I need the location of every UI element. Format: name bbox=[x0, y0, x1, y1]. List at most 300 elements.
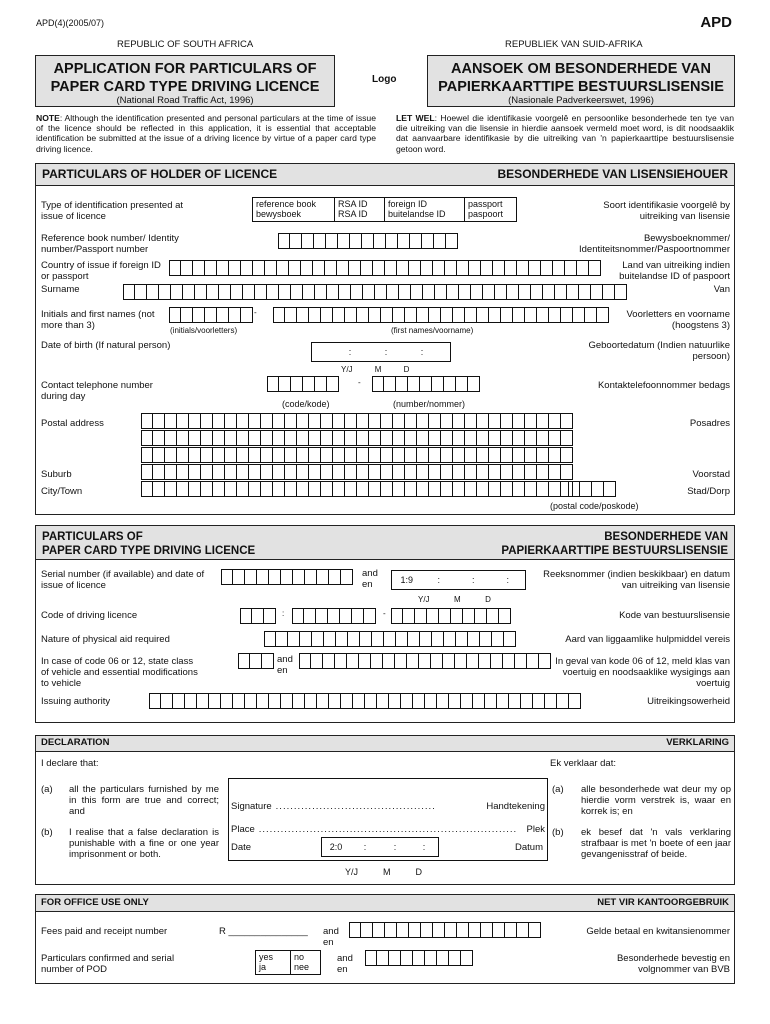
input-cell[interactable] bbox=[341, 569, 353, 585]
input-cell[interactable] bbox=[336, 631, 348, 647]
input-cell[interactable] bbox=[159, 284, 171, 300]
input-cell[interactable] bbox=[262, 653, 274, 669]
input-cell[interactable] bbox=[579, 284, 591, 300]
input-cell[interactable] bbox=[345, 430, 357, 446]
input-cell[interactable] bbox=[397, 922, 409, 938]
input-cell[interactable] bbox=[386, 233, 398, 249]
input-cell[interactable] bbox=[439, 608, 451, 624]
input-cell[interactable] bbox=[171, 284, 183, 300]
input-cell[interactable] bbox=[429, 307, 441, 323]
input-cell[interactable] bbox=[221, 569, 233, 585]
input-cell[interactable] bbox=[135, 284, 147, 300]
place-line[interactable]: Place ....................................................................... Plek bbox=[231, 824, 545, 835]
input-cell[interactable] bbox=[153, 413, 165, 429]
input-cell[interactable] bbox=[321, 307, 333, 323]
input-cell[interactable] bbox=[326, 233, 338, 249]
input-cell[interactable] bbox=[549, 464, 561, 480]
input-cell[interactable] bbox=[385, 260, 397, 276]
input-cell[interactable] bbox=[333, 447, 345, 463]
input-cell[interactable] bbox=[309, 307, 321, 323]
input-cell[interactable] bbox=[441, 447, 453, 463]
input-cell[interactable] bbox=[372, 631, 384, 647]
input-cell[interactable] bbox=[293, 569, 305, 585]
input-cell[interactable] bbox=[141, 464, 153, 480]
input-cell[interactable] bbox=[453, 481, 465, 497]
input-cell[interactable] bbox=[443, 653, 455, 669]
input-cell[interactable] bbox=[373, 922, 385, 938]
input-cell[interactable] bbox=[369, 430, 381, 446]
input-cell[interactable] bbox=[351, 284, 363, 300]
input-cell[interactable] bbox=[237, 447, 249, 463]
aid-cells[interactable] bbox=[264, 631, 516, 647]
input-cell[interactable] bbox=[321, 413, 333, 429]
input-cell[interactable] bbox=[493, 922, 505, 938]
input-cell[interactable] bbox=[537, 447, 549, 463]
input-cell[interactable] bbox=[489, 430, 501, 446]
input-cell[interactable] bbox=[517, 922, 529, 938]
input-cell[interactable] bbox=[341, 693, 353, 709]
input-cell[interactable] bbox=[333, 307, 345, 323]
input-cell[interactable] bbox=[365, 693, 377, 709]
input-cell[interactable] bbox=[529, 922, 541, 938]
input-cell[interactable] bbox=[372, 376, 384, 392]
input-cell[interactable] bbox=[565, 260, 577, 276]
authority-cells[interactable] bbox=[149, 693, 581, 709]
input-cell[interactable] bbox=[487, 608, 499, 624]
phone-code-cells[interactable] bbox=[267, 376, 339, 392]
input-cell[interactable] bbox=[153, 464, 165, 480]
input-cell[interactable] bbox=[241, 260, 253, 276]
confirmed-no[interactable]: no nee bbox=[290, 951, 320, 974]
input-cell[interactable] bbox=[545, 693, 557, 709]
input-cell[interactable] bbox=[328, 608, 340, 624]
input-cell[interactable] bbox=[369, 413, 381, 429]
input-cell[interactable] bbox=[419, 653, 431, 669]
input-cell[interactable] bbox=[561, 413, 573, 429]
input-cell[interactable] bbox=[317, 569, 329, 585]
input-cell[interactable] bbox=[421, 260, 433, 276]
input-cell[interactable] bbox=[303, 284, 315, 300]
input-cell[interactable] bbox=[417, 464, 429, 480]
input-cell[interactable] bbox=[543, 284, 555, 300]
input-cell[interactable] bbox=[504, 631, 516, 647]
input-cell[interactable] bbox=[409, 922, 421, 938]
input-cell[interactable] bbox=[291, 376, 303, 392]
input-cell[interactable] bbox=[161, 693, 173, 709]
input-cell[interactable] bbox=[513, 464, 525, 480]
input-cell[interactable] bbox=[165, 413, 177, 429]
input-cell[interactable] bbox=[403, 608, 415, 624]
input-cell[interactable] bbox=[489, 307, 501, 323]
input-cell[interactable] bbox=[265, 260, 277, 276]
input-cell[interactable] bbox=[445, 260, 457, 276]
input-cell[interactable] bbox=[289, 260, 301, 276]
input-cell[interactable] bbox=[197, 693, 209, 709]
input-cell[interactable] bbox=[261, 413, 273, 429]
input-cell[interactable] bbox=[407, 653, 419, 669]
input-cell[interactable] bbox=[302, 233, 314, 249]
input-cell[interactable] bbox=[513, 307, 525, 323]
input-cell[interactable] bbox=[517, 260, 529, 276]
input-cell[interactable] bbox=[359, 653, 371, 669]
input-cell[interactable] bbox=[309, 430, 321, 446]
input-cell[interactable] bbox=[240, 608, 252, 624]
input-cell[interactable] bbox=[311, 653, 323, 669]
input-cell[interactable] bbox=[338, 233, 350, 249]
input-cell[interactable] bbox=[468, 376, 480, 392]
input-cell[interactable] bbox=[387, 284, 399, 300]
input-cell[interactable] bbox=[245, 693, 257, 709]
input-cell[interactable] bbox=[321, 464, 333, 480]
input-cell[interactable] bbox=[453, 430, 465, 446]
input-cell[interactable] bbox=[531, 284, 543, 300]
input-cell[interactable] bbox=[465, 307, 477, 323]
input-cell[interactable] bbox=[324, 631, 336, 647]
input-cell[interactable] bbox=[147, 284, 159, 300]
input-cell[interactable] bbox=[305, 693, 317, 709]
input-cell[interactable] bbox=[381, 413, 393, 429]
input-cell[interactable] bbox=[513, 413, 525, 429]
id-option-refbook[interactable]: reference book bewysboek bbox=[256, 199, 317, 220]
input-cell[interactable] bbox=[567, 284, 579, 300]
input-cell[interactable] bbox=[309, 413, 321, 429]
input-cell[interactable] bbox=[405, 447, 417, 463]
input-cell[interactable] bbox=[253, 260, 265, 276]
input-cell[interactable] bbox=[267, 284, 279, 300]
input-cell[interactable] bbox=[201, 430, 213, 446]
input-cell[interactable] bbox=[321, 481, 333, 497]
input-cell[interactable] bbox=[557, 693, 569, 709]
input-cell[interactable] bbox=[537, 464, 549, 480]
input-cell[interactable] bbox=[201, 481, 213, 497]
input-cell[interactable] bbox=[301, 260, 313, 276]
input-cell[interactable] bbox=[519, 284, 531, 300]
input-cell[interactable] bbox=[233, 569, 245, 585]
input-cell[interactable] bbox=[503, 653, 515, 669]
input-cell[interactable] bbox=[285, 430, 297, 446]
input-cell[interactable] bbox=[384, 631, 396, 647]
input-cell[interactable] bbox=[257, 693, 269, 709]
input-cell[interactable] bbox=[381, 481, 393, 497]
postal-code-cells[interactable] bbox=[568, 481, 616, 497]
input-cell[interactable] bbox=[457, 922, 469, 938]
input-cell[interactable] bbox=[337, 260, 349, 276]
input-cell[interactable] bbox=[491, 653, 503, 669]
input-cell[interactable] bbox=[189, 464, 201, 480]
input-cell[interactable] bbox=[435, 284, 447, 300]
suburb-cells[interactable] bbox=[141, 464, 573, 480]
input-cell[interactable] bbox=[273, 307, 285, 323]
input-cell[interactable] bbox=[509, 693, 521, 709]
input-cell[interactable] bbox=[141, 481, 153, 497]
input-cell[interactable] bbox=[278, 233, 290, 249]
input-cell[interactable] bbox=[225, 430, 237, 446]
input-cell[interactable] bbox=[385, 922, 397, 938]
input-cell[interactable] bbox=[433, 922, 445, 938]
input-cell[interactable] bbox=[350, 233, 362, 249]
input-cell[interactable] bbox=[485, 693, 497, 709]
input-cell[interactable] bbox=[285, 413, 297, 429]
input-cell[interactable] bbox=[473, 693, 485, 709]
input-cell[interactable] bbox=[393, 481, 405, 497]
input-cell[interactable] bbox=[585, 307, 597, 323]
input-cell[interactable] bbox=[327, 284, 339, 300]
input-cell[interactable] bbox=[183, 284, 195, 300]
input-cell[interactable] bbox=[399, 284, 411, 300]
input-cell[interactable] bbox=[177, 464, 189, 480]
dob-field[interactable]: : : : bbox=[311, 342, 451, 362]
input-cell[interactable] bbox=[297, 413, 309, 429]
input-cell[interactable] bbox=[321, 447, 333, 463]
input-cell[interactable] bbox=[181, 307, 193, 323]
input-cell[interactable] bbox=[384, 376, 396, 392]
input-cell[interactable] bbox=[313, 260, 325, 276]
input-cell[interactable] bbox=[453, 464, 465, 480]
input-cell[interactable] bbox=[305, 569, 317, 585]
input-cell[interactable] bbox=[285, 464, 297, 480]
first-names-cells[interactable] bbox=[273, 307, 609, 323]
input-cell[interactable] bbox=[285, 481, 297, 497]
input-cell[interactable] bbox=[537, 413, 549, 429]
input-cell[interactable] bbox=[453, 413, 465, 429]
input-cell[interactable] bbox=[389, 693, 401, 709]
code-cells-3[interactable] bbox=[391, 608, 511, 624]
input-cell[interactable] bbox=[233, 693, 245, 709]
input-cell[interactable] bbox=[297, 481, 309, 497]
input-cell[interactable] bbox=[451, 608, 463, 624]
input-cell[interactable] bbox=[357, 464, 369, 480]
input-cell[interactable] bbox=[398, 233, 410, 249]
input-cell[interactable] bbox=[615, 284, 627, 300]
input-cell[interactable] bbox=[423, 284, 435, 300]
input-cell[interactable] bbox=[141, 447, 153, 463]
input-cell[interactable] bbox=[408, 376, 420, 392]
input-cell[interactable] bbox=[291, 284, 303, 300]
input-cell[interactable] bbox=[269, 569, 281, 585]
input-cell[interactable] bbox=[209, 693, 221, 709]
input-cell[interactable] bbox=[499, 608, 511, 624]
input-cell[interactable] bbox=[409, 260, 421, 276]
input-cell[interactable] bbox=[537, 430, 549, 446]
input-cell[interactable] bbox=[492, 631, 504, 647]
input-cell[interactable] bbox=[177, 413, 189, 429]
input-cell[interactable] bbox=[561, 430, 573, 446]
input-cell[interactable] bbox=[489, 481, 501, 497]
input-cell[interactable] bbox=[345, 413, 357, 429]
postal-line-3[interactable] bbox=[141, 447, 573, 463]
input-cell[interactable] bbox=[533, 693, 545, 709]
input-cell[interactable] bbox=[569, 693, 581, 709]
input-cell[interactable] bbox=[525, 464, 537, 480]
input-cell[interactable] bbox=[429, 430, 441, 446]
serial-cells[interactable] bbox=[221, 569, 353, 585]
input-cell[interactable] bbox=[309, 481, 321, 497]
input-cell[interactable] bbox=[357, 447, 369, 463]
input-cell[interactable] bbox=[249, 430, 261, 446]
input-cell[interactable] bbox=[238, 653, 250, 669]
input-cell[interactable] bbox=[357, 413, 369, 429]
id-option-rsa-id[interactable]: RSA ID RSA ID bbox=[334, 198, 384, 221]
input-cell[interactable] bbox=[345, 481, 357, 497]
input-cell[interactable] bbox=[513, 447, 525, 463]
input-cell[interactable] bbox=[401, 950, 413, 966]
input-cell[interactable] bbox=[285, 447, 297, 463]
input-cell[interactable] bbox=[292, 608, 304, 624]
input-cell[interactable] bbox=[276, 631, 288, 647]
input-cell[interactable] bbox=[465, 464, 477, 480]
input-cell[interactable] bbox=[249, 464, 261, 480]
input-cell[interactable] bbox=[273, 447, 285, 463]
input-cell[interactable] bbox=[421, 922, 433, 938]
input-cell[interactable] bbox=[580, 481, 592, 497]
input-cell[interactable] bbox=[513, 430, 525, 446]
input-cell[interactable] bbox=[153, 430, 165, 446]
input-cell[interactable] bbox=[455, 653, 467, 669]
phone-number-cells[interactable] bbox=[372, 376, 480, 392]
input-cell[interactable] bbox=[325, 260, 337, 276]
input-cell[interactable] bbox=[352, 608, 364, 624]
input-cell[interactable] bbox=[413, 950, 425, 966]
postal-line-2[interactable] bbox=[141, 430, 573, 446]
input-cell[interactable] bbox=[377, 693, 389, 709]
input-cell[interactable] bbox=[225, 464, 237, 480]
input-cell[interactable] bbox=[481, 260, 493, 276]
input-cell[interactable] bbox=[231, 284, 243, 300]
input-cell[interactable] bbox=[459, 284, 471, 300]
input-cell[interactable] bbox=[340, 608, 352, 624]
input-cell[interactable] bbox=[264, 631, 276, 647]
input-cell[interactable] bbox=[348, 631, 360, 647]
input-cell[interactable] bbox=[405, 464, 417, 480]
signature-line[interactable]: Signature ............................................ Handtekening bbox=[231, 801, 545, 812]
id-option-passport[interactable]: passport paspoort bbox=[464, 198, 516, 221]
input-cell[interactable] bbox=[299, 653, 311, 669]
input-cell[interactable] bbox=[397, 260, 409, 276]
input-cell[interactable] bbox=[505, 260, 517, 276]
input-cell[interactable] bbox=[261, 464, 273, 480]
input-cell[interactable] bbox=[297, 464, 309, 480]
input-cell[interactable] bbox=[420, 631, 432, 647]
input-cell[interactable] bbox=[321, 430, 333, 446]
input-cell[interactable] bbox=[469, 260, 481, 276]
input-cell[interactable] bbox=[316, 608, 328, 624]
input-cell[interactable] bbox=[361, 922, 373, 938]
input-cell[interactable] bbox=[591, 284, 603, 300]
input-cell[interactable] bbox=[525, 307, 537, 323]
input-cell[interactable] bbox=[429, 464, 441, 480]
input-cell[interactable] bbox=[592, 481, 604, 497]
input-cell[interactable] bbox=[525, 481, 537, 497]
input-cell[interactable] bbox=[425, 950, 437, 966]
input-cell[interactable] bbox=[297, 430, 309, 446]
input-cell[interactable] bbox=[429, 447, 441, 463]
input-cell[interactable] bbox=[501, 307, 513, 323]
input-cell[interactable] bbox=[261, 447, 273, 463]
input-cell[interactable] bbox=[444, 376, 456, 392]
receipt-cells[interactable] bbox=[349, 922, 541, 938]
input-cell[interactable] bbox=[193, 260, 205, 276]
input-cell[interactable] bbox=[480, 631, 492, 647]
input-cell[interactable] bbox=[393, 307, 405, 323]
input-cell[interactable] bbox=[408, 631, 420, 647]
input-cell[interactable] bbox=[288, 631, 300, 647]
input-cell[interactable] bbox=[237, 413, 249, 429]
input-cell[interactable] bbox=[425, 693, 437, 709]
input-cell[interactable] bbox=[515, 653, 527, 669]
input-cell[interactable] bbox=[417, 413, 429, 429]
surname-cells[interactable] bbox=[123, 284, 627, 300]
input-cell[interactable] bbox=[577, 260, 589, 276]
refbook-number-cells[interactable] bbox=[278, 233, 458, 249]
input-cell[interactable] bbox=[541, 260, 553, 276]
input-cell[interactable] bbox=[300, 631, 312, 647]
input-cell[interactable] bbox=[193, 307, 205, 323]
input-cell[interactable] bbox=[444, 631, 456, 647]
input-cell[interactable] bbox=[312, 631, 324, 647]
input-cell[interactable] bbox=[177, 481, 189, 497]
input-cell[interactable] bbox=[225, 481, 237, 497]
input-cell[interactable] bbox=[604, 481, 616, 497]
input-cell[interactable] bbox=[568, 481, 580, 497]
input-cell[interactable] bbox=[561, 464, 573, 480]
input-cell[interactable] bbox=[357, 307, 369, 323]
input-cell[interactable] bbox=[293, 693, 305, 709]
input-cell[interactable] bbox=[465, 430, 477, 446]
code-cells-1[interactable] bbox=[240, 608, 276, 624]
input-cell[interactable] bbox=[417, 447, 429, 463]
input-cell[interactable] bbox=[393, 447, 405, 463]
input-cell[interactable] bbox=[177, 447, 189, 463]
input-cell[interactable] bbox=[335, 653, 347, 669]
input-cell[interactable] bbox=[481, 922, 493, 938]
input-cell[interactable] bbox=[411, 284, 423, 300]
input-cell[interactable] bbox=[213, 447, 225, 463]
input-cell[interactable] bbox=[405, 430, 417, 446]
input-cell[interactable] bbox=[201, 413, 213, 429]
input-cell[interactable] bbox=[371, 653, 383, 669]
input-cell[interactable] bbox=[467, 653, 479, 669]
input-cell[interactable] bbox=[465, 447, 477, 463]
input-cell[interactable] bbox=[405, 481, 417, 497]
input-cell[interactable] bbox=[273, 430, 285, 446]
input-cell[interactable] bbox=[309, 447, 321, 463]
input-cell[interactable] bbox=[381, 307, 393, 323]
input-cell[interactable] bbox=[362, 233, 374, 249]
input-cell[interactable] bbox=[329, 569, 341, 585]
input-cell[interactable] bbox=[237, 481, 249, 497]
input-cell[interactable] bbox=[345, 447, 357, 463]
input-cell[interactable] bbox=[349, 922, 361, 938]
input-cell[interactable] bbox=[549, 481, 561, 497]
input-cell[interactable] bbox=[217, 307, 229, 323]
input-cell[interactable] bbox=[437, 693, 449, 709]
input-cell[interactable] bbox=[549, 430, 561, 446]
input-cell[interactable] bbox=[207, 284, 219, 300]
input-cell[interactable] bbox=[363, 284, 375, 300]
input-cell[interactable] bbox=[290, 233, 302, 249]
input-cell[interactable] bbox=[561, 447, 573, 463]
input-cell[interactable] bbox=[169, 307, 181, 323]
input-cell[interactable] bbox=[417, 307, 429, 323]
input-cell[interactable] bbox=[381, 447, 393, 463]
input-cell[interactable] bbox=[195, 284, 207, 300]
input-cell[interactable] bbox=[189, 481, 201, 497]
input-cell[interactable] bbox=[323, 653, 335, 669]
input-cell[interactable] bbox=[415, 608, 427, 624]
input-cell[interactable] bbox=[465, 481, 477, 497]
input-cell[interactable] bbox=[317, 693, 329, 709]
input-cell[interactable] bbox=[357, 481, 369, 497]
